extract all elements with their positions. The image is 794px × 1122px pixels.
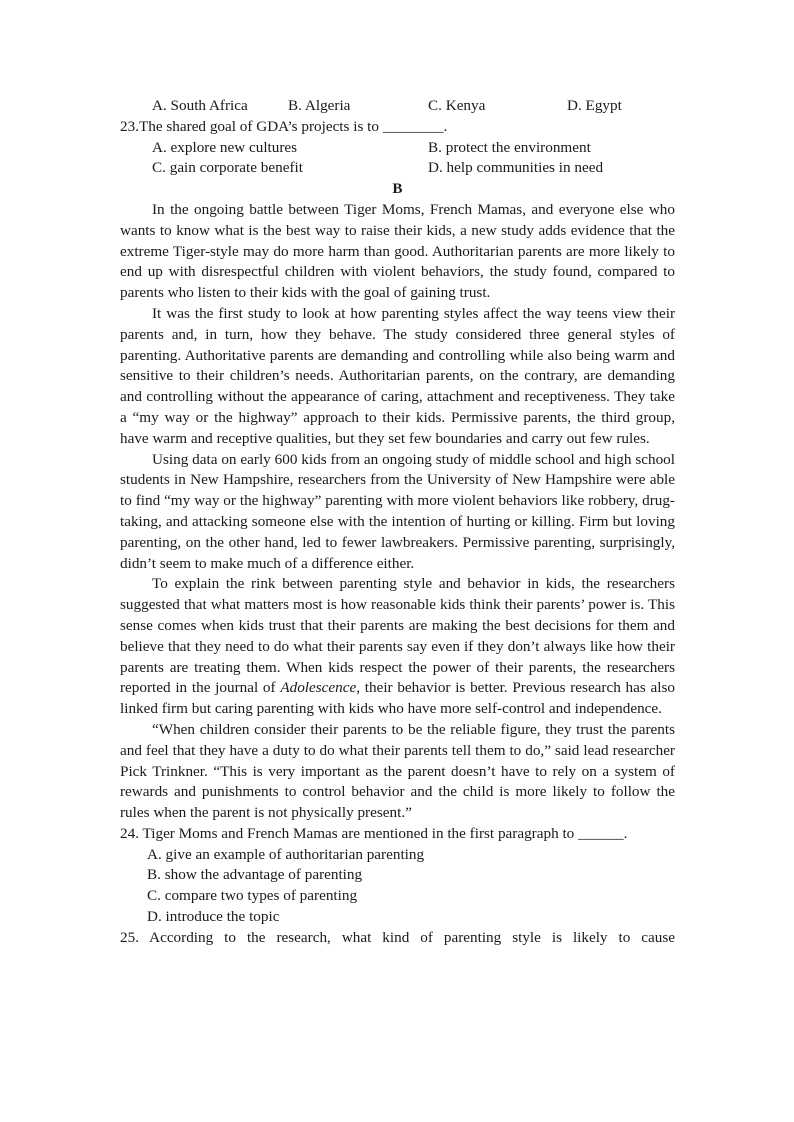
q22-option-a: A. South Africa [152,97,248,114]
paragraph-4-text-a: To explain the rink between parenting style and behavior in kids, the researchers suggested that what matters most is how reasonable kids think their parents’ power is. This sense comes when kids trust that their parents are making the best decisions for them and believe that they need to do what their parents say even if they don’t always like how their parents are treating them. When kids respect the power of their parents, the researchers reported in the journal of [120,575,675,697]
q24-option-a: A. give an example of authoritarian parenting [147,845,425,863]
q24-stem: 24. Tiger Moms and French Mamas are mentioned in the first paragraph to ______. [120,824,628,842]
q22-options [120,96,675,117]
q22-option-d: D. Egypt [567,97,622,114]
q23-option-d: D. help communities in need [428,159,604,177]
q22-option-b: B. Algeria [288,97,351,114]
q24-option-b: B. show the advantage of parenting [147,866,363,884]
q24-option-c: C. compare two types of parenting [147,887,358,905]
q23-option-a: A. explore new cultures [152,138,298,156]
q22-option-c: C. Kenya [428,97,486,114]
q24-option-d: D. introduce the topic [147,908,280,926]
q23-option-c: C. gain corporate benefit [152,159,303,177]
q23-stem: 23.The shared goal of GDA’s projects is to ________. [120,117,448,135]
q25-stem: 25. According to the research, what kind of parenting style is likely to cause [120,928,675,946]
passage-paragraph-4 [120,574,675,720]
q23-option-b: B. protect the environment [428,138,591,156]
journal-title: Adolescence [280,679,357,697]
exam-page [120,96,675,949]
passage-paragraph-5: “When children consider their parents to be the reliable figure, they trust the parents and feel that they have a duty to do what their parents tell them to do,” said lead researcher Pick Trinkner. “This is very important as the parent doesn’t have to rely on a system of rewards and punishments to control behavior and the child is more likely to follow the rules when the parent is not physically present.” [120,720,675,822]
q23-options-row1 [120,138,675,159]
passage-paragraph-2: It was the first study to look at how parenting styles affect the way teens view their parents and, in turn, how they behave. The study considered three general styles of parenting. Authoritative parents are demanding and controlling while also being warm and sensitive to their children’s needs. Authoritarian parents, on the contrary, are demanding and controlling without the appearance of caring, attachment and receptiveness. They take a “my way or the highway” approach to their kids. Permissive parents, the third group, have warm and receptive qualities, but they set few boundaries and carry out few rules. [120,304,675,447]
paragraph-4-text-b: , their behavior is better. Previous research has also linked firm but caring parenting with kids who have more self-control and independence. [120,679,676,718]
q23-options-row2 [120,158,675,179]
section-label: B [392,180,403,198]
passage-paragraph-3: Using data on early 600 kids from an ongoing study of middle school and high school students in New Hampshire, researchers from the University of New Hampshire were able to find “my way or the highway” parenting with more violent behaviors like robbery, drug-taking, and attacking someone else with the intention of hurting or killing. Firm but loving parenting, on the other hand, led to fewer lawbreakers. Permissive parenting, surprisingly, didn’t seem to make much of a difference either. [120,450,675,572]
passage-paragraph-1: In the ongoing battle between Tiger Moms, French Mamas, and everyone else who wants to know what is the best way to raise their kids, a new study adds evidence that the extreme Tiger-style may do more harm than good. Authoritarian parents are more likely to end up with disrespectful children with violent behaviors, the study found, compared to parents who listen to their kids with the goal of gaining trust. [120,200,675,302]
